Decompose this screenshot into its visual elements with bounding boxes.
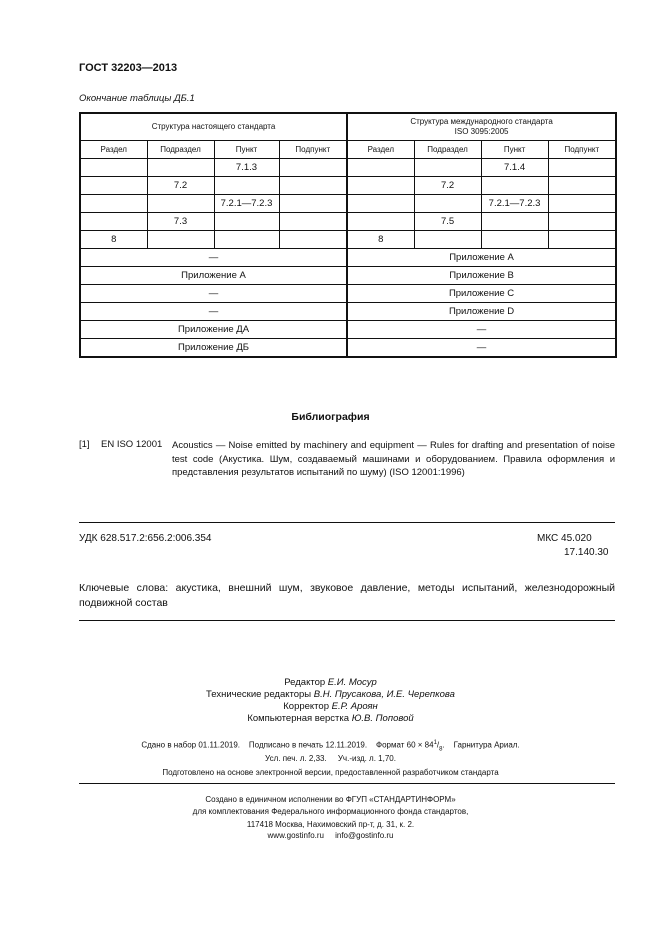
- table-cell: [279, 213, 347, 231]
- table-cell: 7.1.3: [214, 159, 279, 177]
- table-cell: [147, 195, 214, 213]
- annex-row: [80, 267, 616, 285]
- table-cell: [80, 195, 147, 213]
- typeface: Гарнитура Ариал.: [453, 740, 520, 750]
- table-cell: [548, 177, 616, 195]
- right-structure-title: Структура международного стандарта: [410, 117, 553, 126]
- bibliography-number: [1]: [79, 439, 90, 450]
- format: Формат 60 × 84: [376, 740, 434, 750]
- format-fraction-den: 8: [439, 746, 443, 753]
- table-cell: [214, 177, 279, 195]
- table-cell: [147, 159, 214, 177]
- table-cell: [347, 213, 414, 231]
- table-cell: 7.5: [414, 213, 481, 231]
- annex-cell-left: Приложение ДБ: [80, 339, 347, 358]
- table-cell: 7.2.1—7.2.3: [214, 195, 279, 213]
- annex-cell-right: Приложение А: [347, 249, 616, 267]
- table-cell: 8: [347, 231, 414, 249]
- credit-name: Е.И. Мосур: [327, 677, 377, 688]
- layout-credit: [0, 713, 661, 724]
- table-cell: [279, 231, 347, 249]
- table-cell: 7.2.1—7.2.3: [481, 195, 548, 213]
- table-cell: 7.3: [147, 213, 214, 231]
- correspondence-table: [79, 112, 617, 358]
- table-cell: [548, 213, 616, 231]
- credit-label: Корректор: [283, 701, 329, 712]
- table-cell: [347, 159, 414, 177]
- signed-date: Подписано в печать 12.11.2019.: [248, 740, 368, 750]
- divider: [79, 783, 615, 784]
- document-code: ГОСТ 32203—2013: [79, 62, 178, 74]
- column-header: Пункт: [214, 141, 279, 159]
- credit-name: Ю.В. Поповой: [351, 713, 414, 724]
- table-cell: [414, 231, 481, 249]
- column-header: Подпункт: [279, 141, 347, 159]
- annex-row: [80, 303, 616, 321]
- imprint-line-2: Усл. печ. л. 2,33. Уч.-изд. л. 1,70.: [265, 754, 396, 763]
- column-header: Раздел: [347, 141, 414, 159]
- format-fraction-num: 1: [433, 740, 437, 746]
- table-cell: [548, 159, 616, 177]
- right-structure-header: [347, 113, 616, 141]
- mks-code: МКС 45.020: [537, 533, 592, 544]
- imprint-line-4: Создано в единичном исполнении во ФГУП «СТАНДАРТИНФОРМ»: [205, 795, 456, 804]
- table-cell: [481, 231, 548, 249]
- annex-row: [80, 339, 616, 358]
- annex-cell-left: Приложение А: [80, 267, 347, 285]
- right-structure-standard: ISO 3095:2005: [454, 127, 509, 136]
- annex-cell-right: Приложение D: [347, 303, 616, 321]
- credit-label: Технические редакторы: [206, 689, 312, 700]
- column-header: Пункт: [481, 141, 548, 159]
- table-cell: [347, 195, 414, 213]
- column-header-row: [80, 141, 616, 159]
- left-structure-header: Структура настоящего стандарта: [80, 113, 347, 141]
- bibliography-code: EN ISO 12001: [101, 439, 163, 450]
- column-header: Подраздел: [147, 141, 214, 159]
- table-cell: [414, 159, 481, 177]
- table-row: [80, 159, 616, 177]
- annex-cell-right: —: [347, 321, 616, 339]
- column-header: Раздел: [80, 141, 147, 159]
- corrector-credit: [0, 701, 661, 712]
- table-cell: [214, 231, 279, 249]
- table-cell: [279, 159, 347, 177]
- divider: [79, 522, 615, 523]
- table-cell: [279, 195, 347, 213]
- table-row: [80, 213, 616, 231]
- annex-cell-left: Приложение ДА: [80, 321, 347, 339]
- table-cell: 7.2: [414, 177, 481, 195]
- submitted-date: Сдано в набор 01.11.2019.: [141, 740, 241, 750]
- table-cell: 7.2: [147, 177, 214, 195]
- imprint-line-6: 117418 Москва, Нахимовский пр-т, д. 31, к. 2.: [246, 820, 415, 829]
- table-cell: [279, 177, 347, 195]
- udk-code: УДК 628.517.2:656.2:006.354: [79, 533, 212, 544]
- mks-code-secondary: 17.140.30: [564, 547, 609, 558]
- imprint-line-7: www.gostinfo.ru info@gostinfo.ru: [267, 831, 394, 840]
- imprint-line-3: Подготовлено на основе электронной версии, предоставленной разработчиком стандарта: [162, 768, 499, 777]
- table-cell: [548, 195, 616, 213]
- table-cell: [347, 177, 414, 195]
- table-cell: [214, 213, 279, 231]
- table-cell: [80, 213, 147, 231]
- tech-editors-credit: [0, 689, 661, 700]
- annex-cell-left: —: [80, 303, 347, 321]
- table-caption: Окончание таблицы ДБ.1: [79, 93, 195, 104]
- table-cell: [481, 213, 548, 231]
- annex-row: [80, 285, 616, 303]
- annex-cell-right: Приложение С: [347, 285, 616, 303]
- imprint-line-1: Сдано в набор 01.11.2019. Подписано в печать 12.11.2019. Формат $60 \times 84^1/_8$. Гарнитура Ариал.: [141, 740, 520, 753]
- table-cell: [481, 177, 548, 195]
- divider: [79, 620, 615, 621]
- annex-cell-right: —: [347, 339, 616, 358]
- keywords: Ключевые слова: акустика, внешний шум, звуковое давление, методы испытаний, железнодорожный подвижной состав: [79, 582, 615, 609]
- table-row: [80, 231, 616, 249]
- annex-cell-left: —: [80, 285, 347, 303]
- table-cell: [80, 159, 147, 177]
- table-cell: [548, 231, 616, 249]
- table-cell: [414, 195, 481, 213]
- annex-row: [80, 249, 616, 267]
- credit-label: Редактор: [284, 677, 326, 688]
- credit-name: Е.Р. Ароян: [331, 701, 378, 712]
- column-header: Подраздел: [414, 141, 481, 159]
- table-row: [80, 177, 616, 195]
- column-header: Подпункт: [548, 141, 616, 159]
- credit-label: Компьютерная верстка: [247, 713, 350, 724]
- annex-cell-left: —: [80, 249, 347, 267]
- annex-row: [80, 321, 616, 339]
- editor-credit: [0, 677, 661, 688]
- table-cell: [147, 231, 214, 249]
- table-row: [80, 195, 616, 213]
- credit-name: В.Н. Прусакова, И.Е. Черепкова: [313, 689, 455, 700]
- table-cell: [80, 177, 147, 195]
- annex-cell-right: Приложение В: [347, 267, 616, 285]
- bibliography-title: Библиография: [291, 411, 370, 423]
- imprint-line-5: для комплектования Федерального информационного фонда стандартов,: [192, 807, 469, 816]
- table-cell: 7.1.4: [481, 159, 548, 177]
- bibliography-text: Acoustics — Noise emitted by machinery and equipment — Rules for drafting and presentation of noise test code (Акустика. Шум, создаваемый машинами и оборудованием. Правила оформления и представления результатов испытаний по шуму) (ISO 12001:1996): [172, 440, 615, 478]
- table-cell: 8: [80, 231, 147, 249]
